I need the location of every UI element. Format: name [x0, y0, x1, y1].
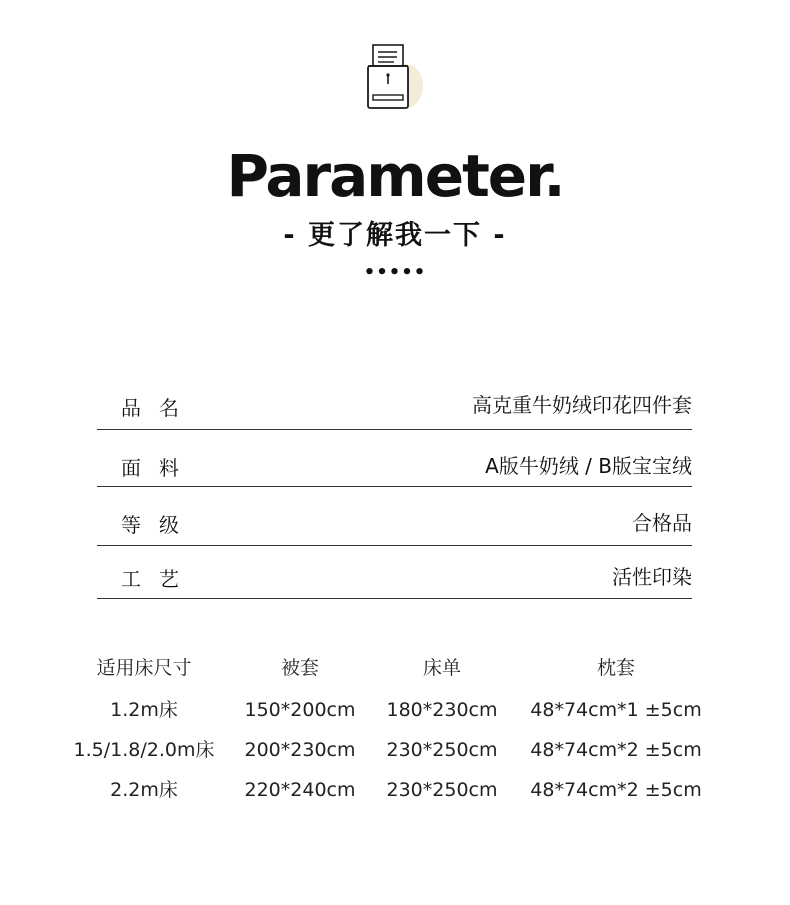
- param-row-grade: [97, 487, 692, 546]
- param-row-name: [97, 380, 692, 430]
- dots-divider: •••••: [363, 262, 427, 283]
- param-label: 面料: [121, 456, 197, 480]
- size-table: [60, 650, 760, 812]
- param-value: 活性印染: [612, 565, 692, 589]
- table-header-cell: 被套: [280, 657, 320, 679]
- param-value: 高克重牛奶绒印花四件套: [472, 393, 692, 417]
- page-subtitle: - 更了解我一下 -: [283, 220, 507, 251]
- param-label: 工艺: [121, 567, 197, 591]
- table-row: [60, 772, 760, 812]
- page-title: Parameter.: [226, 142, 564, 210]
- table-header-cell: 床单: [422, 657, 462, 679]
- param-value: 合格品: [632, 511, 692, 535]
- table-cell: 2.2m床: [110, 779, 178, 801]
- table-cell: 230*250cm: [386, 739, 498, 761]
- table-row: [60, 692, 760, 732]
- table-row: [60, 732, 760, 772]
- table-cell: 200*230cm: [244, 739, 356, 761]
- table-cell: 180*230cm: [386, 699, 498, 721]
- table-cell: 230*250cm: [386, 779, 498, 801]
- param-label: 等级: [121, 513, 197, 537]
- table-header-cell: 适用床尺寸: [96, 657, 192, 679]
- parameter-list: [97, 380, 692, 599]
- table-header-cell: 枕套: [596, 657, 636, 679]
- document-in-tray-icon: [364, 42, 426, 112]
- table-header-row: [60, 650, 760, 692]
- table-cell: 150*200cm: [244, 699, 356, 721]
- table-cell: 48*74cm*2 ±5cm: [530, 779, 702, 801]
- param-value: A版牛奶绒 / B版宝宝绒: [485, 454, 692, 478]
- table-cell: 220*240cm: [244, 779, 356, 801]
- param-label: 品名: [121, 396, 197, 420]
- table-cell: 1.5/1.8/2.0m床: [73, 739, 215, 761]
- table-cell: 48*74cm*2 ±5cm: [530, 739, 702, 761]
- param-row-craft: [97, 546, 692, 599]
- param-row-fabric: [97, 430, 692, 487]
- table-cell: 48*74cm*1 ±5cm: [530, 699, 702, 721]
- table-cell: 1.2m床: [110, 699, 178, 721]
